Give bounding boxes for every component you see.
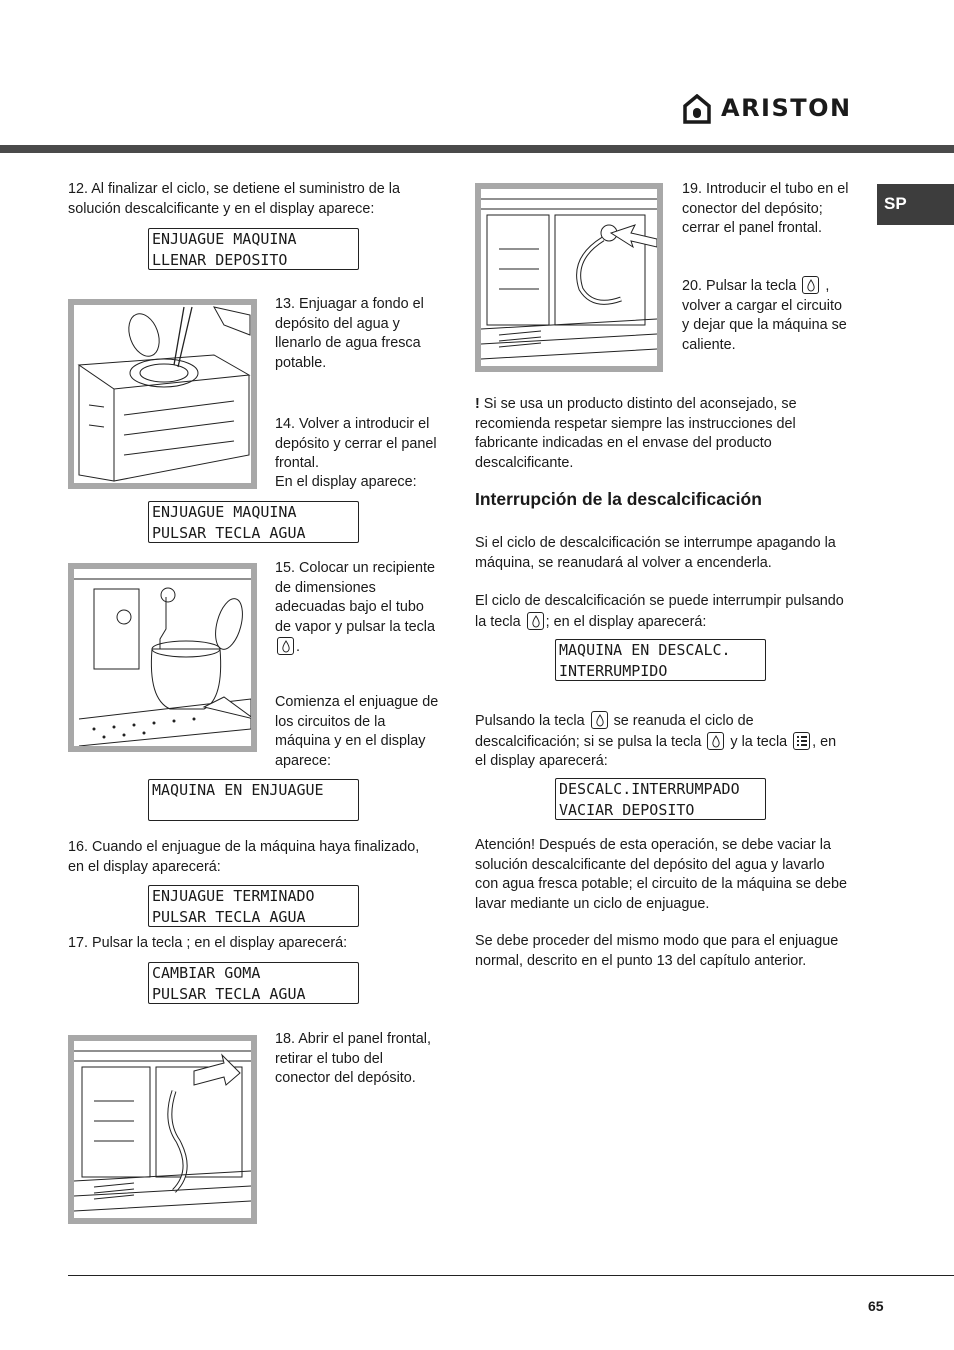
step-14: 14. Volver a introducir el depósito y cerrar el panel frontal. — [275, 416, 437, 471]
water-key-icon — [591, 711, 608, 729]
paragraph-4: Atención! Después de esta operación, se debe vaciar la solución descalcificante del depósito del agua y lavarlo con agua fresca potable; el circuito de la máquina se debe lavar mediante un ciclo de enjuague. — [475, 837, 847, 912]
warning-note: ! Si se usa un producto distinto del aconsejado, se recomienda respetar siempre las instrucciones del fabricante indicadas en el envase del producto descalcificante. — [475, 396, 797, 471]
display-7: DESCALC.INTERRUMPADO VACIAR DEPOSITO — [555, 778, 766, 820]
water-key-icon — [277, 637, 294, 655]
display-1: ENJUAGUE MAQUINA LLENAR DEPOSITO — [148, 228, 359, 270]
step-14b: En el display aparece: — [275, 474, 417, 490]
display-2: ENJUAGUE MAQUINA PULSAR TECLA AGUA — [148, 501, 359, 543]
step-12: 12. Al finalizar el ciclo, se detiene el suministro de la solución descalcificante y en el display aparece: — [68, 181, 400, 217]
paragraph-1: Si el ciclo de descalcificación se interrumpe apagando la máquina, se reanudará al volver a encenderla. — [475, 535, 836, 571]
language-tab: SP — [877, 184, 954, 225]
display-3: MAQUINA EN ENJUAGUE — [148, 779, 359, 821]
step-16: 16. Cuando el enjuague de la máquina haya finalizado, en el display aparecerá: — [68, 839, 420, 875]
illustration-remove-tube — [68, 1035, 257, 1224]
house-icon — [683, 94, 711, 124]
page-number: 65 — [868, 1298, 884, 1314]
paragraph-3: Pulsando la tecla se reanuda el ciclo de descalcificación; si se pulsa la tecla y la tecla , en el display aparecerá: — [475, 713, 837, 769]
display-5: CAMBIAR GOMA PULSAR TECLA AGUA — [148, 962, 359, 1004]
paragraph-2: El ciclo de descalcificación se puede interrumpir pulsando la tecla ; en el display aparecerá: — [475, 593, 844, 630]
step-15: 15. Colocar un recipiente de dimensiones adecuadas bajo el tubo de vapor y pulsar la tecla . — [275, 560, 435, 655]
menu-key-icon — [793, 732, 810, 750]
step-20: 20. Pulsar la tecla , volver a cargar el circuito y dejar que la máquina se caliente. — [682, 278, 847, 353]
section-heading: Interrupción de la descalcificación — [475, 489, 762, 509]
display-6: MAQUINA EN DESCALC. INTERRUMPIDO — [555, 639, 766, 681]
step-18: 18. Abrir el panel frontal, retirar el tubo del conector del depósito. — [275, 1031, 431, 1086]
water-key-icon — [707, 732, 724, 750]
ariston-logo — [683, 92, 852, 126]
water-key-icon — [802, 276, 819, 294]
brand-name: ARISTON — [721, 94, 852, 123]
step-19: 19. Introducir el tubo en el conector del depósito; cerrar el panel frontal. — [682, 181, 849, 236]
step-15b: Comienza el enjuague de los circuitos de la máquina y en el display aparece: — [275, 694, 439, 769]
illustration-tank-rinse — [68, 299, 257, 489]
footer-rule — [68, 1275, 954, 1276]
step-13: 13. Enjuagar a fondo el depósito del agua y llenarlo de agua fresca potable. — [275, 296, 424, 371]
header-rule — [0, 145, 954, 153]
step-17: 17. Pulsar la tecla ; en el display aparecerá: — [68, 935, 348, 951]
paragraph-5: Se debe proceder del mismo modo que para el enjuague normal, descrito en el punto 13 del capítulo anterior. — [475, 933, 839, 969]
display-4: ENJUAGUE TERMINADO PULSAR TECLA AGUA — [148, 885, 359, 927]
illustration-steam-container — [68, 563, 257, 752]
illustration-insert-tube — [475, 183, 663, 372]
water-key-icon — [527, 612, 544, 630]
